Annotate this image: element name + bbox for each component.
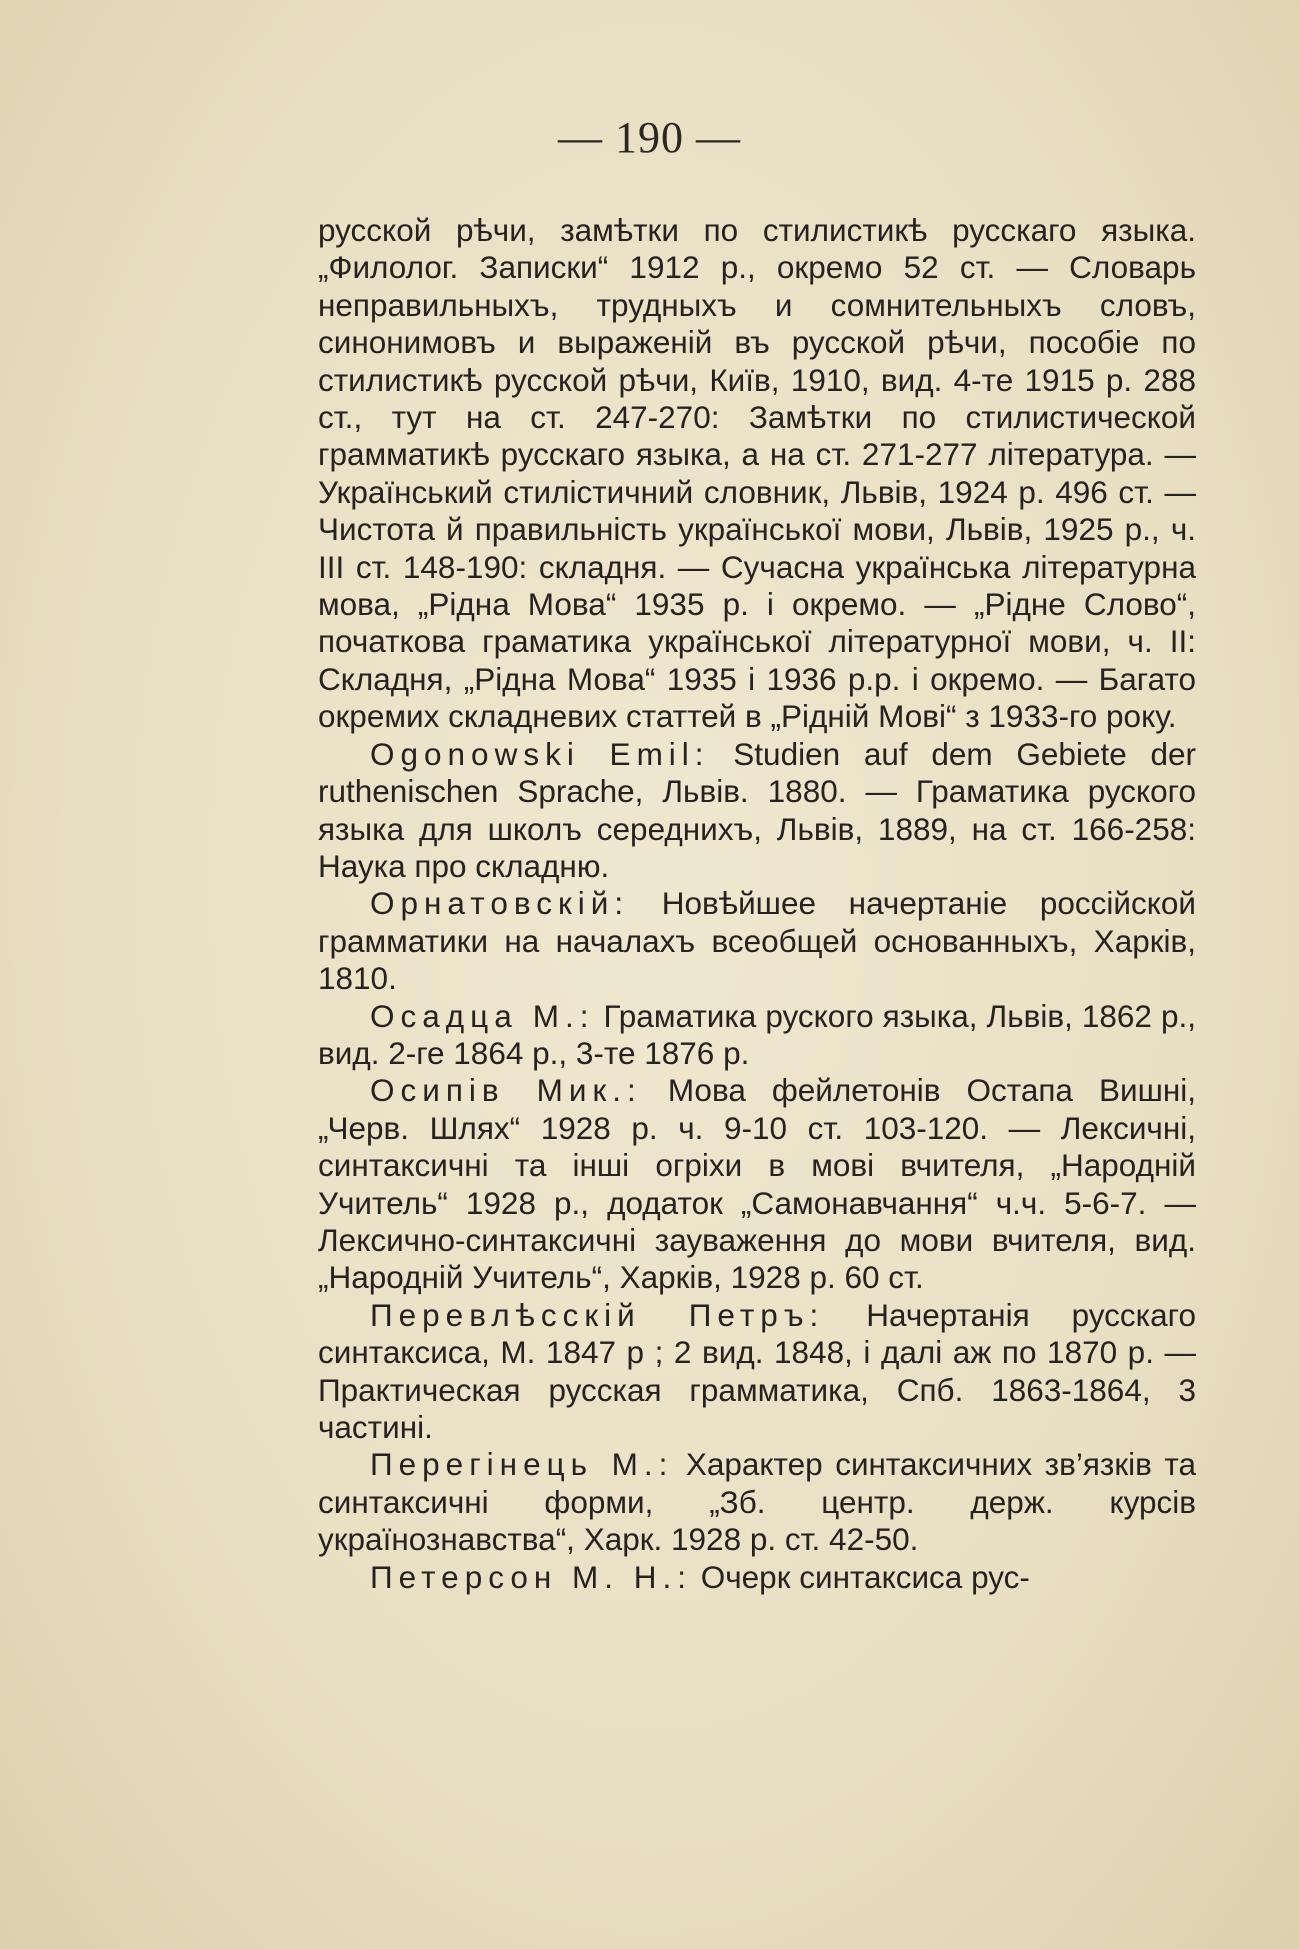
entry-author: Осадца М.: <box>370 997 595 1034</box>
bibliography-entry <box>318 998 1196 1073</box>
bibliography-entry <box>318 1072 1196 1296</box>
entry-text: русской рѣчи, замѣтки по стилистикѣ русскаго языка. „Филолог. Записки“ 1912 р., окремо 52 ст. — Словарь неправильныхъ, трудныхъ и сомнительныхъ словъ, синонимовъ и выраженій въ русской рѣчи, пособіе по стилистикѣ русской рѣчи, Київ, 1910, вид. 4-те 1915 р. 288 ст., тут на ст. 247-270: Замѣтки по стилистической грамматикѣ русскаго языка, а на ст. 271-277 література. — Український стилістичний словник, Львів, 1924 р. 496 ст. — Чистота й правильність української мови, Львів, 1925 р., ч. III ст. 148-190: складня. — Сучасна українська літературна мова, „Рідна Мова“ 1935 р. і окремо. — „Рідне Слово“, початкова граматика української літературної мови, ч. II: Складня, „Рідна Мова“ 1935 і 1936 р.р. і окремо. — Багато окремих складневих статтей в „Рідній Мові“ з 1933-го року. <box>318 212 1196 735</box>
entry-text: Studien auf dem Gebiete der ruthenischen Sprache, Львів. 1880. — Граматика руского языка для школъ середнихъ, Львів, 1889, на ст. 166-258: Наука про складню. <box>318 735 1196 884</box>
bibliography-entry <box>318 1559 1196 1596</box>
entry-text: Характер синтаксичних зв’язків та синтаксичні форми, „Зб. центр. держ. курсів українознавства“, Харк. 1928 р. ст. 42-50. <box>318 1446 1196 1558</box>
entry-text: Новѣйшее начертаніе россійской грамматики на началахъ всеобщей основанныхъ, Харків, 1810. <box>318 885 1196 997</box>
bibliography-text <box>318 212 1196 1596</box>
page-number: — 190 — <box>558 113 741 162</box>
entry-text: Граматика руского языка, Львів, 1862 р., вид. 2-ге 1864 р., 3-те 1876 р. <box>318 997 1196 1071</box>
entry-author: Ogonowski Emil: <box>370 735 710 772</box>
entry-author: Орнатовскій: <box>370 885 630 922</box>
bibliography-entry <box>318 212 1196 736</box>
bibliography-entry <box>318 1297 1196 1447</box>
bibliography-entry <box>318 885 1196 997</box>
entry-author: Осипів Мик.: <box>370 1072 642 1109</box>
entry-author: Петерсон М. Н.: <box>370 1558 692 1595</box>
entry-text: Очерк синтаксиса рус- <box>692 1558 1030 1595</box>
bibliography-entry <box>318 736 1196 886</box>
entry-text: Мова фейлетонів Остапа Вишні, „Черв. Шлях“ 1928 р. ч. 9-10 ст. 103-120. — Лексичні, синтаксичні та інші огріхи в мові вчителя, „Народній Учитель“ 1928 р., додаток „Самонавчання“ ч.ч. 5-6-7. — Лексично-синтаксичні зауваження до мови вчителя, вид. „Народній Учитель“, Харків, 1928 р. 60 ст. <box>318 1072 1196 1296</box>
entry-author: Перегінець М.: <box>370 1446 674 1483</box>
entry-text: Начертанія русскаго синтаксиса, М. 1847 р ; 2 вид. 1848, і далі аж по 1870 р. — Практическая русская грамматика, Спб. 1863-1864, 3 частині. <box>318 1296 1196 1445</box>
bibliography-entry <box>318 1446 1196 1558</box>
entry-author: Перевлѣсскій Петръ: <box>370 1296 825 1333</box>
